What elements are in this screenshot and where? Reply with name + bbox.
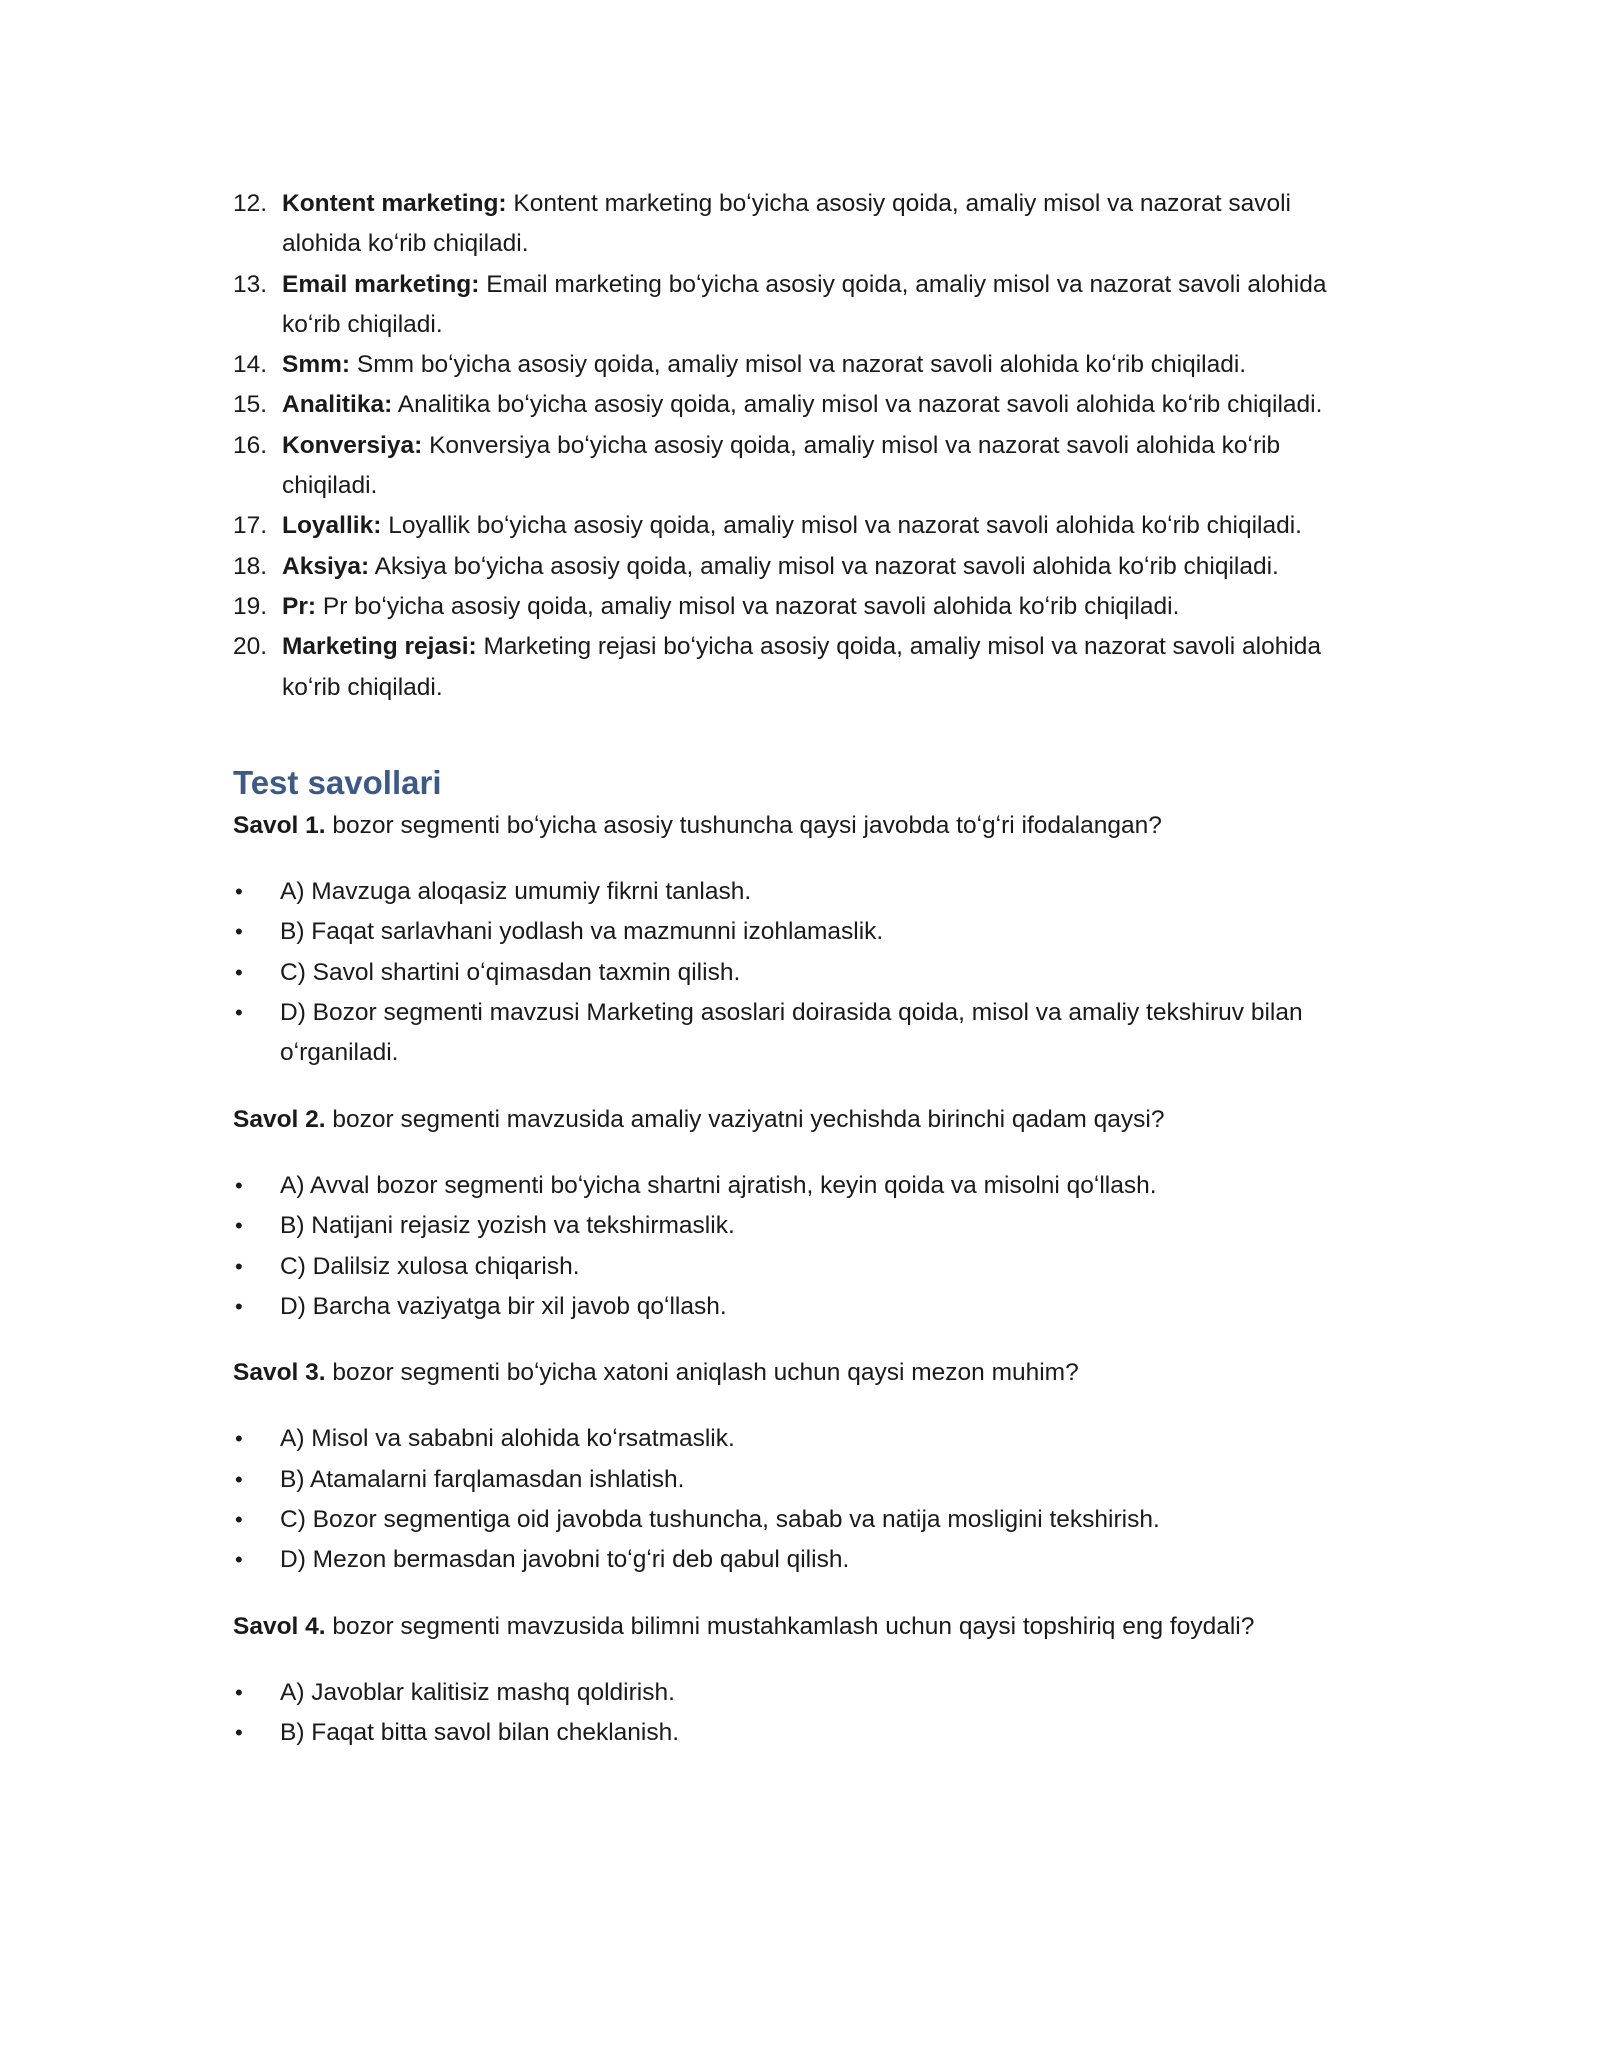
answer-option (233, 1419, 1373, 1459)
answer-option (233, 1287, 1373, 1327)
answer-option (233, 993, 1373, 1074)
option-text: A) Javoblar kalitisiz mashq qoldirish. (280, 1678, 675, 1706)
question-block (233, 806, 1373, 1074)
item-term: Analitika: (282, 391, 393, 419)
question-text (233, 1353, 1373, 1393)
answer-option (233, 1247, 1373, 1287)
option-text: A) Mavzuga aloqasiz umumiy fikrni tanlash. (280, 878, 752, 906)
item-number: 15. (233, 391, 268, 419)
option-text: D) Bozor segmenti mavzusi Marketing asoslari doirasida qoida, misol va amaliy tekshiruv bilan oʻrganiladi. (280, 999, 1303, 1067)
option-text: C) Dalilsiz xulosa chiqarish. (280, 1252, 580, 1280)
answer-option (233, 912, 1373, 952)
question-text (233, 1100, 1373, 1140)
item-term: Email marketing: (282, 270, 480, 298)
question-text (233, 806, 1373, 846)
bullet-icon: • (235, 1507, 243, 1533)
item-text: Analitika boʻyicha asosiy qoida, amaliy misol va nazorat savoli alohida koʻrib chiqiladi. (392, 391, 1323, 419)
item-term: Kontent marketing: (282, 190, 507, 217)
answer-option (233, 872, 1373, 912)
bullet-icon: • (235, 1679, 243, 1705)
list-item (233, 184, 1373, 265)
option-text: B) Natijani rejasiz yozish va tekshirmaslik. (280, 1212, 735, 1240)
option-text: B) Faqat sarlavhani yodlash va mazmunni izohlamaslik. (280, 918, 884, 946)
answer-option (233, 953, 1373, 993)
question-body: bozor segmenti boʻyicha xatoni aniqlash uchun qaysi mezon muhim? (325, 1359, 1079, 1387)
item-number: 19. (233, 592, 268, 620)
answer-option (233, 1460, 1373, 1500)
answer-option (233, 1673, 1373, 1713)
bullet-icon: • (235, 1293, 243, 1319)
option-text: A) Misol va sababni alohida koʻrsatmaslik. (280, 1425, 735, 1453)
answer-options (233, 1673, 1373, 1754)
item-text: Pr boʻyicha asosiy qoida, amaliy misol va nazorat savoli alohida koʻrib chiqiladi. (316, 592, 1180, 620)
bullet-icon: • (235, 1213, 243, 1239)
option-text: C) Savol shartini oʻqimasdan taxmin qilish. (280, 958, 741, 986)
bullet-icon: • (235, 959, 243, 985)
answer-options (233, 1166, 1373, 1327)
item-number: 16. (233, 431, 268, 459)
item-text: Aksiya boʻyicha asosiy qoida, amaliy misol va nazorat savoli alohida koʻrib chiqiladi. (369, 552, 1279, 580)
item-number: 13. (233, 270, 268, 298)
item-text: Kontent marketing boʻyicha asosiy qoida, amaliy misol va nazorat savoli alohida koʻrib chiqiladi. (282, 190, 1291, 258)
item-number: 17. (233, 512, 268, 540)
numbered-topic-list (233, 184, 1373, 708)
answer-option (233, 1166, 1373, 1206)
bullet-icon: • (235, 1720, 243, 1746)
answer-options (233, 1419, 1373, 1580)
answer-option (233, 1540, 1373, 1580)
question-block (233, 1100, 1373, 1327)
list-item (233, 426, 1373, 507)
option-text: D) Barcha vaziyatga bir xil javob qoʻllash. (280, 1292, 727, 1320)
item-text: Marketing rejasi boʻyicha asosiy qoida, amaliy misol va nazorat savoli alohida koʻrib chiqiladi. (282, 633, 1322, 701)
bullet-icon: • (235, 1426, 243, 1452)
item-number: 14. (233, 351, 268, 379)
item-number: 18. (233, 552, 268, 580)
item-term: Aksiya: (282, 552, 370, 580)
question-label: Savol 2. (233, 1105, 326, 1133)
question-body: bozor segmenti mavzusida bilimni mustahkamlash uchun qaysi topshiriq eng foydali? (325, 1612, 1255, 1640)
item-text: Smm boʻyicha asosiy qoida, amaliy misol va nazorat savoli alohida koʻrib chiqiladi. (350, 351, 1247, 379)
item-number: 20. (233, 633, 268, 661)
item-number: 12. (233, 190, 268, 217)
question-label: Savol 3. (233, 1359, 326, 1387)
option-text: C) Bozor segmentiga oid javobda tushuncha, sabab va natija mosligini tekshirish. (280, 1506, 1160, 1534)
answer-options (233, 872, 1373, 1073)
bullet-icon: • (235, 1253, 243, 1279)
list-item (233, 627, 1373, 708)
bullet-icon: • (235, 1172, 243, 1198)
question-label: Savol 4. (233, 1612, 326, 1640)
item-term: Loyallik: (282, 512, 382, 540)
question-body: bozor segmenti mavzusida amaliy vaziyatni yechishda birinchi qadam qaysi? (325, 1105, 1165, 1133)
option-text: D) Mezon bermasdan javobni toʻgʻri deb qabul qilish. (280, 1546, 850, 1574)
item-term: Konversiya: (282, 431, 423, 459)
item-text: Loyallik boʻyicha asosiy qoida, amaliy misol va nazorat savoli alohida koʻrib chiqiladi. (381, 512, 1302, 540)
question-text (233, 1607, 1373, 1647)
list-item (233, 506, 1373, 546)
question-label: Savol 1. (233, 811, 326, 839)
option-text: B) Faqat bitta savol bilan cheklanish. (280, 1719, 680, 1747)
bullet-icon: • (235, 1547, 243, 1573)
item-term: Smm: (282, 351, 351, 379)
question-block (233, 1607, 1373, 1754)
bullet-icon: • (235, 1466, 243, 1492)
item-term: Marketing rejasi: (282, 633, 477, 661)
answer-option (233, 1500, 1373, 1540)
bullet-icon: • (235, 919, 243, 945)
item-text: Konversiya boʻyicha asosiy qoida, amaliy misol va nazorat savoli alohida koʻrib chiqiladi. (282, 431, 1281, 500)
list-item (233, 385, 1373, 425)
answer-option (233, 1206, 1373, 1246)
question-body: bozor segmenti boʻyicha asosiy tushuncha qaysi javobda toʻgʻri ifodalangan? (325, 811, 1162, 839)
item-term: Pr: (282, 592, 317, 620)
list-item (233, 587, 1373, 627)
question-block (233, 1353, 1373, 1580)
section-heading: Test savollari (233, 763, 442, 801)
document-content (233, 184, 1373, 1754)
list-item (233, 547, 1373, 587)
list-item (233, 265, 1373, 346)
option-text: B) Atamalarni farqlamasdan ishlatish. (280, 1465, 685, 1493)
item-text: Email marketing boʻyicha asosiy qoida, amaliy misol va nazorat savoli alohida koʻrib chiqiladi. (282, 270, 1327, 338)
bullet-icon: • (235, 1000, 243, 1026)
answer-option (233, 1713, 1373, 1753)
option-text: A) Avval bozor segmenti boʻyicha shartni ajratish, keyin qoida va misolni qoʻllash. (280, 1171, 1157, 1199)
list-item (233, 345, 1373, 385)
bullet-icon: • (235, 879, 243, 905)
